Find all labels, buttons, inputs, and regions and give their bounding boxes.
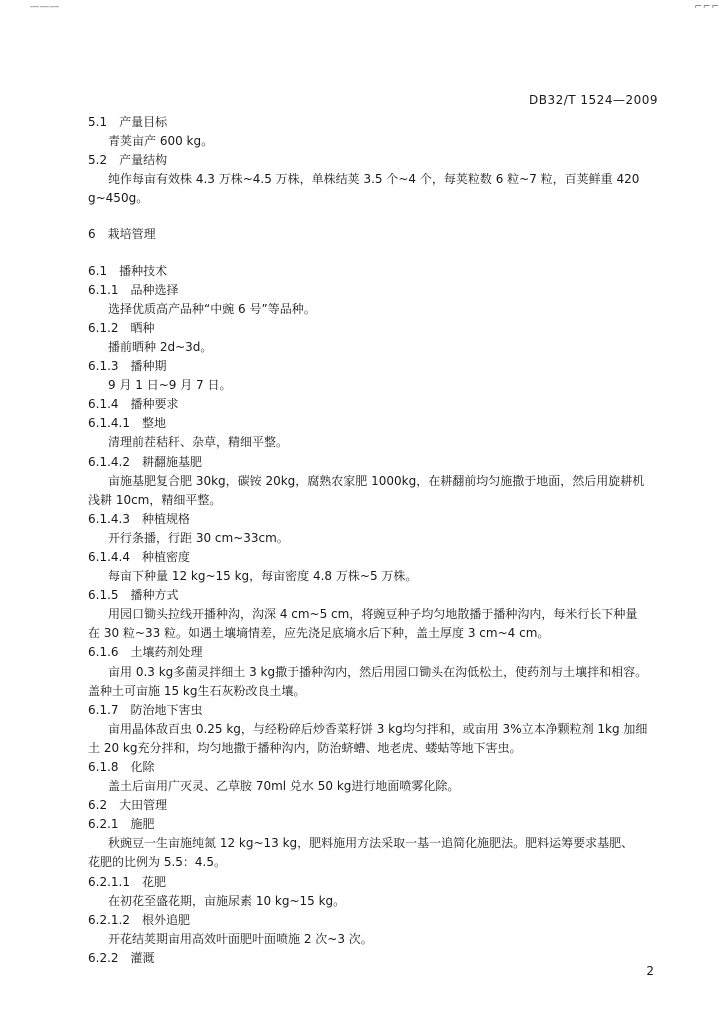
section-title: 种植规格 bbox=[141, 511, 190, 526]
section-number: 6.1.4.2 bbox=[88, 454, 130, 469]
section-number: 6.2.2 bbox=[88, 950, 119, 965]
section-heading bbox=[88, 281, 660, 300]
section-number: 6.1 bbox=[88, 263, 108, 278]
section-number: 6.1.4.3 bbox=[88, 511, 130, 526]
section-number: 6.1.4.1 bbox=[88, 416, 130, 431]
section-number: 6.1.3 bbox=[88, 359, 119, 374]
section-heading bbox=[88, 510, 660, 529]
section-heading bbox=[88, 701, 660, 720]
section-heading bbox=[88, 758, 660, 777]
section-heading bbox=[88, 357, 660, 376]
section-title: 品种选择 bbox=[130, 282, 179, 297]
section-title: 产量结构 bbox=[119, 153, 168, 168]
paragraph-continuation: g~450g。 bbox=[88, 191, 149, 206]
section-title: 防治地下害虫 bbox=[130, 702, 203, 717]
paragraph-line: 清理前茬秸秆、杂草，精细平整。 bbox=[108, 435, 289, 450]
section-number: 6.1.1 bbox=[88, 282, 119, 297]
standard-code-header: DB32/T 1524—2009 bbox=[528, 93, 658, 107]
section-heading bbox=[88, 262, 660, 281]
paragraph-line: 亩用晶体敌百虫 0.25 kg，与经粉碎后炒香菜籽饼 3 kg均匀拌和，或亩用 3%立本净颗粒剂 1kg 加细 bbox=[108, 721, 648, 736]
page-number: 2 bbox=[646, 964, 654, 978]
section-number: 6.1.8 bbox=[88, 760, 119, 774]
paragraph-continuation: 在 30 粒~33 粒。如遇土壤墒情差，应先浇足底墒水后下种，盖土厚度 3 cm~4 cm。 bbox=[88, 626, 550, 641]
paragraph-continuation: 浅耕 10cm，精细平整。 bbox=[88, 492, 222, 507]
paragraph-line: 每亩下种量 12 kg~15 kg，每亩密度 4.8 万株~5 万株。 bbox=[108, 569, 418, 584]
paragraph-line: 青荚亩产 600 kg。 bbox=[108, 134, 214, 149]
spacer bbox=[88, 245, 660, 262]
section-title: 灌溉 bbox=[130, 950, 155, 965]
section-heading bbox=[88, 414, 660, 433]
paragraph-line: 秋豌豆一生亩施纯氮 12 kg~13 kg，肥料施用方法采取一基一追简化施肥法。肥料运筹要求基肥、 bbox=[108, 836, 634, 851]
section-number: 6 bbox=[88, 227, 96, 242]
section-heading bbox=[88, 395, 660, 414]
section-number: 6.2.1.2 bbox=[88, 912, 130, 927]
spacer bbox=[88, 208, 660, 225]
section-number: 6.2.1 bbox=[88, 817, 119, 832]
section-title: 播种要求 bbox=[130, 397, 179, 412]
section-heading bbox=[88, 225, 660, 244]
section-title: 播种期 bbox=[130, 359, 167, 374]
section-title: 晒种 bbox=[130, 320, 155, 335]
section-heading bbox=[88, 815, 660, 834]
section-heading bbox=[88, 911, 660, 930]
section-heading bbox=[88, 643, 660, 662]
paragraph-line: 亩用 0.3 kg多菌灵拌细土 3 kg撒于播种沟内，然后用园口锄头在沟低松土，使药剂与土壤拌和相容。 bbox=[108, 664, 648, 679]
paragraph-line: 选择优质高产品种“中豌 6 号”等品种。 bbox=[108, 301, 316, 316]
section-heading bbox=[88, 319, 660, 338]
paragraph-line: 9 月 1 日~9 月 7 日。 bbox=[108, 378, 232, 393]
section-number: 5.1 bbox=[88, 115, 108, 129]
section-title: 根外追肥 bbox=[141, 912, 190, 927]
paragraph-continuation: 花肥的比例为 5.5：4.5。 bbox=[88, 855, 226, 870]
paragraph-line: 纯作每亩有效株 4.3 万株~4.5 万株，单株结荚 3.5 个~4 个，每荚粒数 6 粒~7 粒，百荚鲜重 420 bbox=[108, 172, 640, 187]
section-title: 大田管理 bbox=[119, 798, 168, 813]
section-number: 6.2 bbox=[88, 798, 108, 813]
paragraph-line: 在初花至盛花期，亩施尿素 10 kg~15 kg。 bbox=[108, 893, 346, 908]
section-heading bbox=[88, 113, 660, 132]
section-number: 5.2 bbox=[88, 153, 108, 168]
section-heading bbox=[88, 873, 660, 892]
paragraph-continuation: 盖种土可亩施 15 kg生石灰粉改良土壤。 bbox=[88, 683, 306, 698]
paragraph-line: 播前晒种 2d~3d。 bbox=[108, 339, 213, 354]
document-body bbox=[88, 113, 660, 968]
section-number: 6.1.6 bbox=[88, 645, 119, 660]
section-title: 产量目标 bbox=[119, 115, 168, 129]
scan-corner-mark-right: ⌐⌐⌐ bbox=[694, 2, 720, 12]
paragraph-line: 开行条播，行距 30 cm~33cm。 bbox=[108, 530, 289, 545]
section-title: 花肥 bbox=[141, 874, 166, 889]
section-title: 种植密度 bbox=[141, 549, 190, 564]
section-heading bbox=[88, 586, 660, 605]
section-title: 耕翻施基肥 bbox=[141, 454, 202, 469]
paragraph-line: 盖土后亩用广灭灵、乙草胺 70ml 兑水 50 kg进行地面喷雾化除。 bbox=[108, 779, 460, 794]
section-title: 化除 bbox=[130, 760, 155, 774]
section-title: 土壤药剂处理 bbox=[130, 645, 203, 660]
section-title: 播种技术 bbox=[119, 263, 168, 278]
section-number: 6.1.4 bbox=[88, 397, 119, 412]
section-title: 整地 bbox=[141, 416, 166, 431]
section-heading bbox=[88, 949, 660, 968]
paragraph-line: 开花结荚期亩用高效叶面肥叶面喷施 2 次~3 次。 bbox=[108, 931, 373, 946]
paragraph-continuation: 土 20 kg充分拌和，均匀地撒于播种沟内，防治蛴螬、地老虎、蝼蛄等地下害虫。 bbox=[88, 740, 522, 755]
paragraph-line: 亩施基肥复合肥 30kg，碳铵 20kg，腐熟农家肥 1000kg，在耕翻前均匀施撒于地面，然后用旋耕机 bbox=[108, 473, 645, 488]
section-title: 栽培管理 bbox=[107, 227, 156, 242]
section-heading bbox=[88, 548, 660, 567]
section-number: 6.1.7 bbox=[88, 702, 119, 717]
section-heading bbox=[88, 796, 660, 815]
paragraph-line: 用园口锄头拉线开播种沟，沟深 4 cm~5 cm，将豌豆种子均匀地散播于播种沟内，每米行长下种量 bbox=[108, 607, 638, 622]
section-heading bbox=[88, 453, 660, 472]
section-number: 6.2.1.1 bbox=[88, 874, 130, 889]
section-number: 6.1.4.4 bbox=[88, 549, 130, 564]
section-title: 播种方式 bbox=[130, 588, 179, 603]
section-number: 6.1.5 bbox=[88, 588, 119, 603]
section-number: 6.1.2 bbox=[88, 320, 119, 335]
scan-corner-mark-left: ――― bbox=[30, 2, 60, 12]
section-title: 施肥 bbox=[130, 817, 155, 832]
section-heading bbox=[88, 151, 660, 170]
